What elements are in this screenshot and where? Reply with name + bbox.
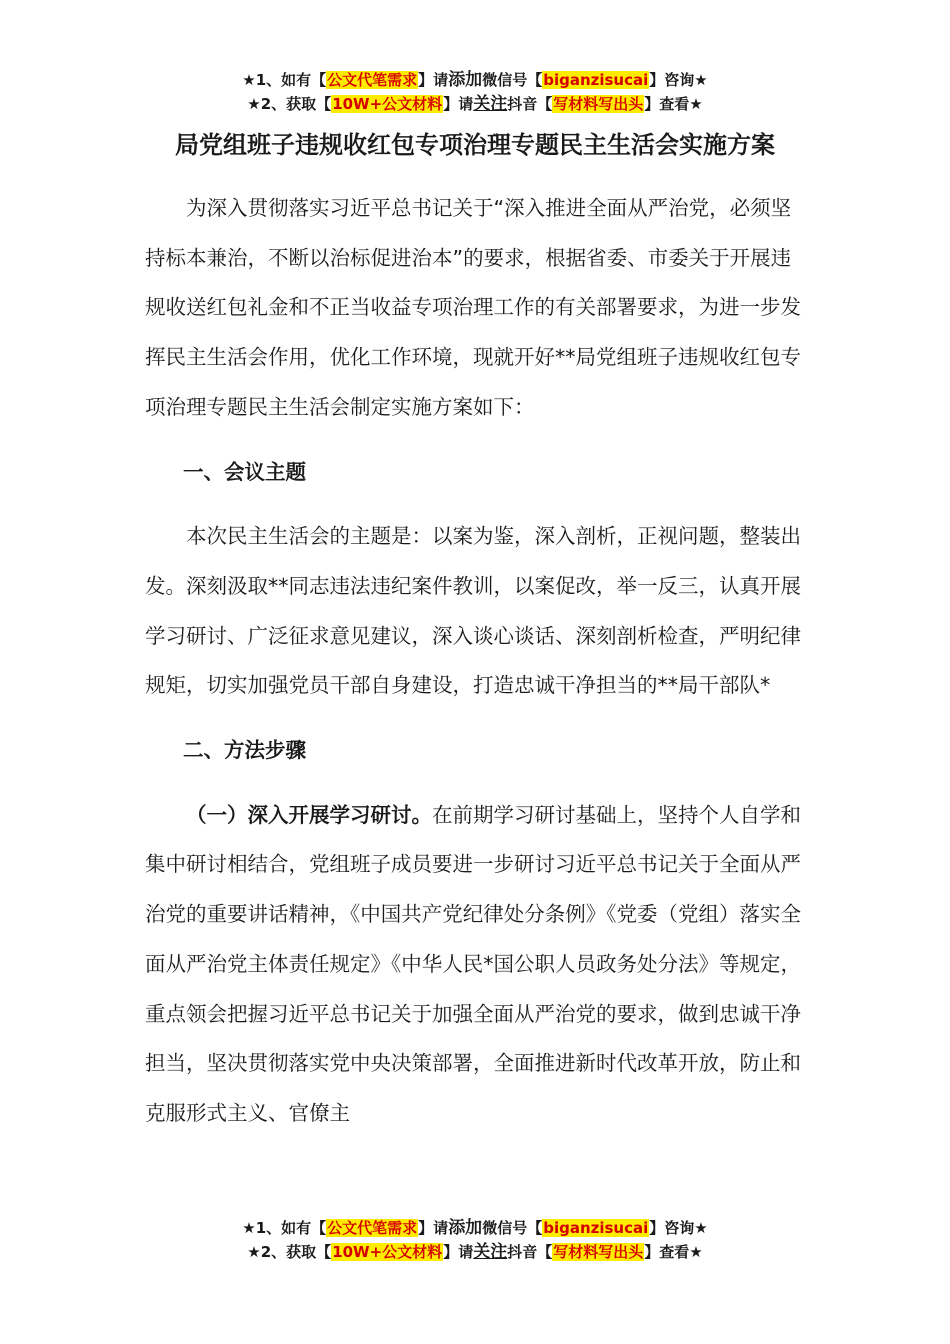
promo-emphasis: 关注	[473, 94, 508, 114]
promo-banner-bottom	[0, 1216, 950, 1264]
promo-line-2	[0, 92, 950, 116]
promo-text: 抖音【	[507, 95, 553, 113]
section-2-heading: 二、方法步骤	[183, 738, 306, 763]
promo-wechat-id: biganzisucai	[543, 1219, 649, 1237]
promo-text: 】请	[418, 1219, 449, 1237]
promo-text: ★2、获取【	[247, 1243, 332, 1261]
promo-highlight: 公文代笔需求	[327, 1219, 418, 1237]
section-1-heading: 一、会议主题	[183, 459, 306, 484]
promo-text: 】请	[443, 95, 474, 113]
promo-emphasis: 添加	[448, 70, 483, 90]
promo-douyin-id: 写材料写出头	[553, 95, 644, 113]
promo-text: 】查看★	[644, 95, 703, 113]
document-title: 局党组班子违规收红包专项治理专题民主生活会实施方案	[175, 131, 775, 159]
promo-emphasis: 关注	[473, 1242, 508, 1262]
promo-text: 抖音【	[507, 1243, 553, 1261]
promo-highlight: 公文代笔需求	[327, 71, 418, 89]
item-1-lead: （一）深入开展学习研讨。	[186, 802, 432, 827]
promo-line-1	[0, 68, 950, 92]
promo-text: 微信号【	[482, 71, 543, 89]
intro-paragraph: 为深入贯彻落实习近平总书记关于“深入推进全面从严治党，必须坚持标本兼治，不断以治标促进治本”的要求，根据省委、市委关于开展违规收送红包礼金和不正当收益专项治理工作的有关部署要求，为进一步发挥民主生活会作用，优化工作环境，现就开好**局党组班子违规收红包专项治理专题民主生活会制定实施方案如下：	[145, 196, 801, 419]
promo-text: 】咨询★	[649, 1219, 708, 1237]
promo-text: ★1、如有【	[242, 71, 327, 89]
promo-text: ★1、如有【	[242, 1219, 327, 1237]
section-1-paragraph: 本次民主生活会的主题是：以案为鉴，深入剖析，正视问题，整装出发。深刻汲取**同志违法违纪案件教训，以案促改，举一反三，认真开展学习研讨、广泛征求意见建议，深入谈心谈话、深刻剖析检查，严明纪律规矩，切实加强党员干部自身建设，打造忠诚干净担当的**局干部队*	[145, 524, 801, 698]
promo-wechat-id: biganzisucai	[543, 71, 649, 89]
promo-text: 】请	[443, 1243, 474, 1261]
promo-banner-top	[0, 68, 950, 116]
promo-line-1	[0, 1216, 950, 1240]
promo-text: 】查看★	[644, 1243, 703, 1261]
section-2-item-1	[145, 791, 810, 1139]
promo-text: 微信号【	[482, 1219, 543, 1237]
item-1-body: 在前期学习研讨基础上，坚持个人自学和集中研讨相结合，党组班子成员要进一步研讨习近平总书记关于全面从严治党的重要讲话精神，《中国共产党纪律处分条例》《党委（党组）落实全面从严治党主体责任规定》《中华人民*国公职人员政务处分法》等规定，重点领会把握习近平总书记关于加强全面从严治党的要求，做到忠诚干净担当，坚决贯彻落实党中央决策部署，全面推进新时代改革开放，防止和克服形式主义、官僚主	[145, 802, 801, 1125]
promo-emphasis: 添加	[448, 1218, 483, 1238]
promo-douyin-id: 写材料写出头	[553, 1243, 644, 1261]
promo-text: 】咨询★	[649, 71, 708, 89]
promo-text: ★2、获取【	[247, 95, 332, 113]
promo-line-2	[0, 1240, 950, 1264]
promo-highlight: 10W+公文材料	[332, 95, 443, 113]
document-body	[145, 184, 810, 1139]
promo-highlight: 10W+公文材料	[332, 1243, 443, 1261]
promo-text: 】请	[418, 71, 449, 89]
